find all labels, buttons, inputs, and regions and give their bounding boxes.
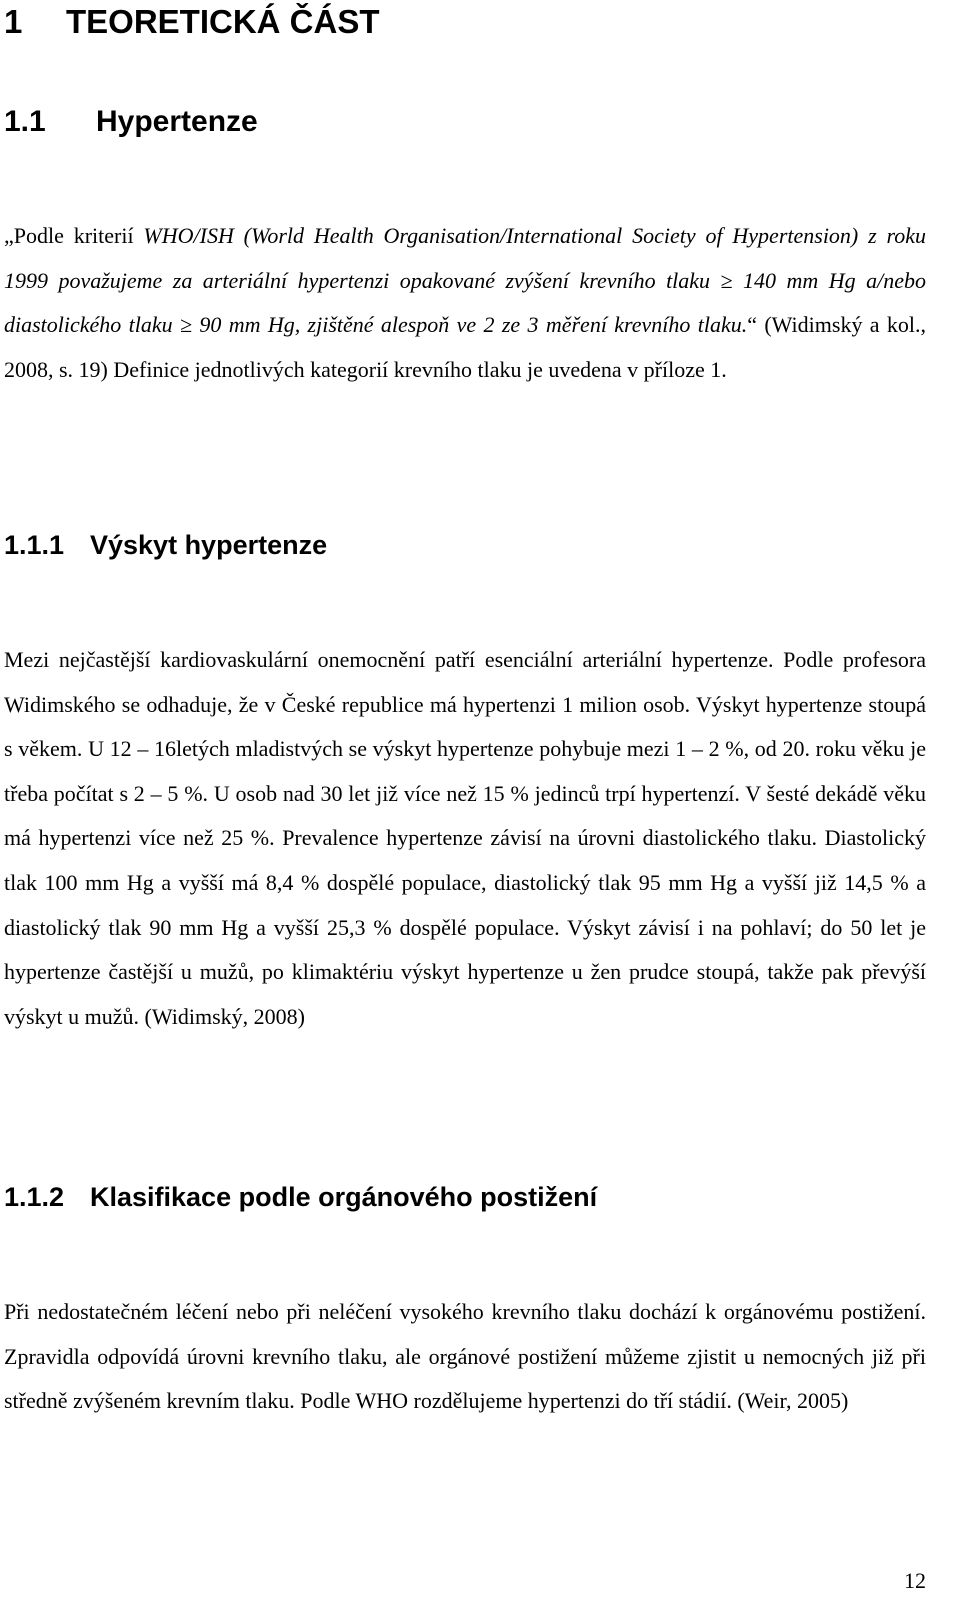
chapter-number: 1 (4, 3, 23, 40)
chapter-heading (4, 2, 380, 42)
subsection-2-heading (4, 1180, 597, 1214)
subsection-2-number: 1.1.2 (4, 1182, 65, 1212)
subsection-2-paragraph: Při nedostatečném léčení nebo při neléčení vysokého krevního tlaku dochází k orgánovému postižení. Zpravidla odpovídá úrovni krevního tlaku, ale orgánové postižení můžeme zjistit u nemocných již při středně zvýšeném krevním tlaku. Podle WHO rozdělujeme hypertenzi do tří stádií. (Weir, 2005) (4, 1299, 926, 1414)
intro-quote-close: “ (Widimský a kol., 2008, s. 19) Definice jednotlivých kategorií krevního tlaku je uvedena v příloze 1. (4, 312, 927, 382)
chapter-title: TEORETICKÁ ČÁST (66, 3, 380, 40)
subsection-2-title: Klasifikace podle orgánového postižení (90, 1182, 598, 1212)
section-heading (4, 103, 258, 141)
section-number: 1.1 (4, 105, 46, 138)
page-number: 12 (904, 1568, 926, 1593)
intro-quote-italic: WHO/ISH (World Health Organisation/International Society of Hypertension) z roku 1999 považujeme za arteriální hypertenzi opakované zvýšení krevního tlaku ≥ 140 mm Hg a/nebo diastolického tlaku ≥ 90 mm Hg, zjištěné alespoň ve 2 ze 3 měření krevního tlaku. (4, 223, 926, 338)
subsection-1-title: Výskyt hypertenze (90, 530, 328, 560)
section-title: Hypertenze (96, 105, 258, 138)
subsection-1-heading (4, 528, 327, 562)
subsection-1-paragraph: Mezi nejčastější kardiovaskulární onemocnění patří esenciální arteriální hypertenze. Podle profesora Widimského se odhaduje, že v České republice má hypertenzi 1 milion osob. Výskyt hypertenze stoupá s věkem. U 12 – 16letých mladistvých se výskyt hypertenze pohybuje mezi 1 – 2 %, od 20. roku věku je třeba počítat s 2 – 5 %. U osob nad 30 let již více než 15 % jedinců trpí hypertenzí. V šesté dekádě věku má hypertenzi více než 25 %. Prevalence hypertenze závisí na úrovni diastolického tlaku. Diastolický tlak 100 mm Hg a vyšší má 8,4 % dospělé populace, diastolický tlak 95 mm Hg a vyšší již 14,5 % a diastolický tlak 90 mm Hg a vyšší 25,3 % dospělé populace. Výskyt závisí i na pohlaví; do 50 let je hypertenze častější u mužů, po klimaktériu výskyt hypertenze u žen prudce stoupá, takže pak převýší výskyt u mužů. (Widimský, 2008) (4, 647, 926, 1029)
intro-paragraph (4, 214, 926, 392)
intro-quote-open: „Podle kriterií (4, 223, 144, 248)
subsection-1-number: 1.1.1 (4, 530, 65, 560)
